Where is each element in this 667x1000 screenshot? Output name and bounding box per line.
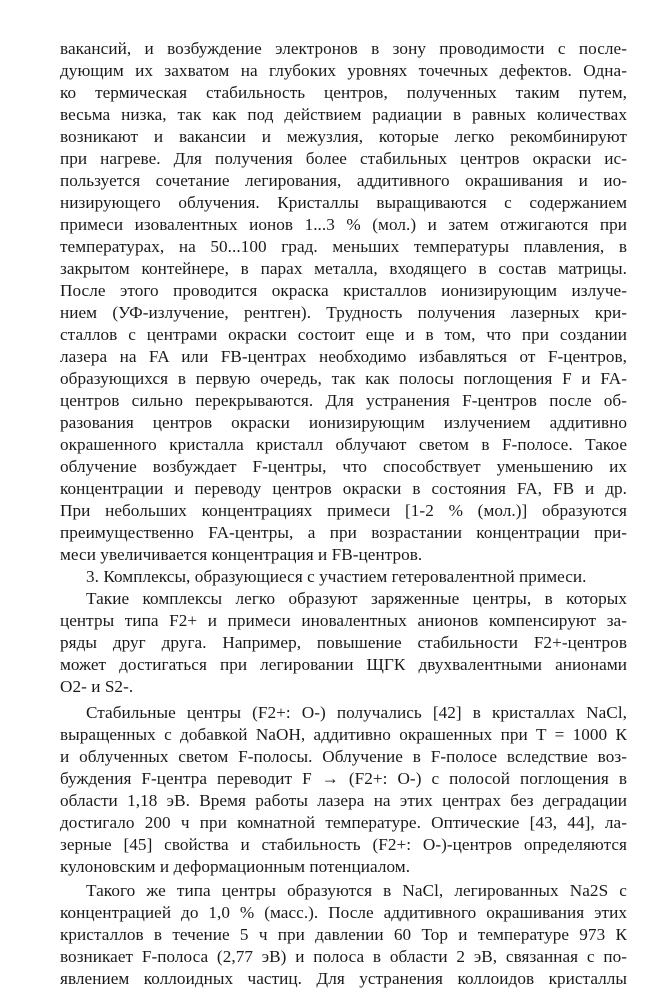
text-line: кулоновским и деформационным потенциалом. [60,857,411,876]
text-line: Такие комплексы легко образуют заряженные центры, в которых [86,589,627,608]
text-line: зерные [45] свойства и стабильность (F2+: O-)-центров определяются [60,835,627,854]
text-line: образующихся в первую очередь, так как полосы поглощения F и FA- [60,369,627,388]
text-line: низирующего облучения. Кристаллы выращиваются с содержанием [60,193,627,212]
text-line: возникают и вакансии и межузлия, которые легко рекомбинируют [60,127,627,146]
section-heading: 3. Комплексы, образующиеся с участием гетеровалентной примеси. [86,567,587,586]
text-line: весьма низка, так как под действием радиации в равных количествах [60,105,627,124]
text-line: концентрации и переводу центров окраски в состояния FA, FB и др. [60,479,627,498]
text-line: Такого же типа центры образуются в NaCl, легированных Na2S с [86,881,627,900]
text-line: сталлов с центрами окраски состоит еще и в том, что при создании [60,325,627,344]
text-line: концентрацией до 1,0 % (масс.). После аддитивного окрашивания этих [60,903,627,922]
text-line: центры типа F2+ и примеси иновалентных анионов компенсируют за- [60,611,627,630]
text-line: может достигаться при легировании ЩГК двухвалентными анионами [60,655,627,674]
text-line: облучение возбуждает F-центры, что способствует уменьшению их [60,457,627,476]
text-line: ряды друг друга. Например, повышение стабильности F2+-центров [60,633,627,652]
text-line: O2- и S2-. [60,677,134,696]
text-line: и облученных светом F-полосы. Облучение в F-полосе вследствие воз- [60,747,627,766]
text-line: закрытом контейнере, в парах металла, входящего в состав матрицы. [60,259,627,278]
text-line: возникает F-полоса (2,77 эВ) и полоса в области 2 эВ, связанная с по- [60,947,627,966]
text-line: дующим их захватом на глубоких уровнях точечных дефектов. Одна- [60,61,627,80]
text-line: После этого проводится окраска кристаллов ионизирующим излуче- [60,281,627,300]
text-line: ко термическая стабильность центров, полученных таким путем, [60,83,627,102]
text-line: преимущественно FA-центры, а при возрастании концентрации при- [60,523,627,542]
text-line: лазера на FA или FB-центрах необходимо избавляться от F-центров, [60,347,627,366]
text-line: нием (УФ-излучение, рентген). Трудность получения лазерных кри- [60,303,627,322]
text-line: кристаллов в течение 5 ч при давлении 60 Тор и температуре 973 К [60,925,627,944]
text-line: достигало 200 ч при комнатной температуре. Оптические [43, 44], ла- [60,813,627,832]
text-line: окрашенного кристалла кристалл облучают светом в F-полосе. Такое [60,435,627,454]
text-line: Стабильные центры (F2+: O-) получались [42] в кристаллах NaCl, [86,703,627,722]
text-line: пользуется сочетание легирования, аддитивного окрашивания и ио- [60,171,627,190]
text-line: буждения F-центра переводит F → (F2+: O-) с полосой поглощения в [60,769,627,788]
text-line: температурах, на 50...100 град. меньших температуры плавления, в [60,237,627,256]
text-line: выращенных с добавкой NaOH, аддитивно окрашенных при T = 1000 К [60,725,627,744]
text-line: меси увеличивается концентрация и FB-центров. [60,545,423,564]
text-line: центров сильно перекрываются. Для устранения F-центров после об- [60,391,627,410]
text-line: при нагреве. Для получения более стабильных центров окраски ис- [60,149,627,168]
text-line: вакансий, и возбуждение электронов в зону проводимости с после- [60,39,627,58]
text-line: области 1,18 эВ. Время работы лазера на этих центрах без деградации [60,791,627,810]
text-line: примеси изовалентных ионов 1...3 % (мол.) и затем отжигаются при [60,215,627,234]
text-line: разования центров окраски ионизирующим излучением аддитивно [60,413,627,432]
text-line: явлением коллоидных частиц. Для устранения коллоидов кристаллы [60,969,627,988]
text-line: При небольших концентрациях примеси [1-2 % (мол.)] образуются [60,501,627,520]
